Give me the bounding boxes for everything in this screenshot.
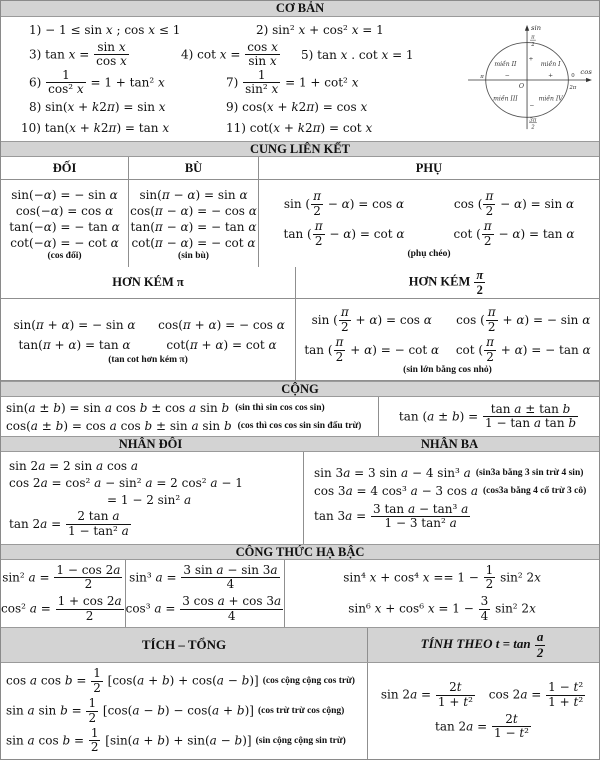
section-cung-lien-ket (1, 157, 599, 267)
3pi-over-2-numerator: 3π (529, 117, 537, 124)
tich-header-row (1, 627, 599, 663)
formula-phu-sin: sin ( $\frac{\pi}{2}$ − α) = cos α (283, 189, 405, 218)
formula-5: 5) tan x . cot x = 1 (301, 47, 414, 62)
formula-tan-3a: tan 3a = $\frac{\text{3 tan a − tan³ a}}{\text{1 − 3 tan² a}}$ (314, 501, 469, 530)
hon-kem-pi-title: HƠN KÉM π (112, 275, 184, 289)
formula-3: 3) tan x = $\frac{\text{sin x}}{\text{cos x}}$ (29, 39, 127, 69)
hon-kem-pi-2-block (296, 267, 599, 380)
note-cos-a-cos-b: (cos cộng cộng cos trừ) (262, 676, 355, 687)
tich-tong-body (1, 663, 368, 759)
tich-line-coscos (6, 667, 367, 695)
basic-row-5 (1, 117, 459, 138)
note-phu: (phụ chéo) (407, 248, 451, 259)
pi-over-2-numerator: π (531, 34, 535, 41)
note-cos-3a: (cos3a bằng 4 cổ trừ 3 cô) (482, 486, 587, 496)
quadrant-3-label: miền III (493, 95, 518, 103)
basic-row-2 (1, 41, 459, 69)
section-header-co-ban: CƠ BẢN (1, 1, 599, 17)
column-body-doi (1, 180, 128, 267)
section-header-tinh-theo: TÍNH THEO t = tan $\frac{a}{2}$ (420, 628, 544, 660)
note-hon-kem-pi-2: (sin lớn bằng cos nhỏ) (403, 364, 492, 375)
section-ha-bac (1, 560, 599, 627)
column-bu (129, 157, 259, 267)
formula-sin6-cos6: sin⁶ x + cos⁶ x = 1 − $\frac{3}{4}$ sin² 2x (348, 594, 536, 623)
formula-4: 4) cot x = $\frac{\text{cos x}}{\text{sin x}}$ (181, 39, 278, 69)
tich-line-sinsin (6, 697, 367, 725)
section-hon-kem (1, 267, 599, 381)
basic-row-4 (1, 97, 459, 118)
formula-2: 2) sin² x + cos² x = 1 (256, 23, 384, 38)
tinh-theo-body (368, 663, 599, 759)
section-header-cong: CỘNG (1, 381, 599, 397)
sign-left: − (504, 73, 510, 80)
section-co-ban (1, 17, 599, 141)
formula-10: 10) tan(x + k2π) = tan x (21, 120, 170, 135)
origin-label: O (518, 81, 525, 90)
formula-6: 6) $\frac{1}{\text{cos² x}}$ = 1 + tan² x (29, 67, 165, 97)
nhan-ba-line-cos (314, 482, 599, 500)
formula-sin-squared: sin² a = $\frac{1 - \cos 2a}{2}$ (2, 562, 121, 592)
section-header-ha-bac: CÔNG THỨC HẠ BẬC (1, 544, 599, 560)
formula-tan-sum: tan (a ± b) = $\frac{\text{tan a ± tan b}}{\text{1 − tan a tan b}}$ (398, 401, 577, 430)
unit-circle-diagram (460, 19, 598, 139)
section-nhan (1, 452, 599, 544)
section-cong (1, 397, 599, 436)
formula-bu-sin: sin(π − α) = sin α (139, 187, 248, 202)
formula-tan-2a: tan 2a = $\frac{\text{2 tan a}}{\text{1 − tan² a}}$ (9, 509, 129, 538)
pi-over-2-denominator: 2 (531, 42, 535, 49)
basic-row-1 (1, 20, 459, 41)
basic-identities (1, 17, 459, 141)
section-header-tich-tong: TÍCH – TỔNG (141, 637, 227, 652)
formula-bu-tan: tan(π − α) = − tan α (130, 219, 257, 234)
formula-cos-3a: cos 3a = 4 cos³ a − 3 cos a (314, 484, 478, 498)
x-axis-arrow (586, 78, 592, 82)
quadrant-2-label: miền II (494, 61, 517, 69)
2pi-label: 2π (569, 84, 577, 91)
formula-hkpi-cot: cot(π + α) = cot α (166, 337, 277, 352)
zero-label: 0 (571, 73, 575, 80)
ha-bac-col-1 (1, 560, 126, 627)
quadrant-4-label: miền IV (538, 95, 563, 103)
formula-hkpi2-cos: cos ( $\frac{\pi}{2}$ + α) = − sin α (456, 305, 591, 334)
note-bu: (sin bù) (178, 250, 209, 261)
sin-axis-label: sin (530, 23, 542, 32)
note-doi: (cos đối) (47, 250, 82, 261)
formula-hkpi2-tan: tan ( $\frac{\pi}{2}$ + α) = − cot α (304, 335, 440, 364)
formula-hkpi-cos: cos(π + α) = − cos α (158, 317, 285, 332)
formula-cos-2a: cos 2a = cos² a − sin² a = 2 cos² a − 1 (9, 475, 243, 490)
tinh-theo-row-1 (368, 681, 599, 709)
column-title-phu: PHỤ (259, 157, 599, 180)
column-body-bu (129, 180, 258, 267)
nhan-ba-line-tan (314, 500, 599, 532)
formula-doi-tan: tan(−α) = − tan α (9, 219, 120, 234)
formula-cos-a-cos-b: cos a cos b = $\frac{1}{2}$ [cos(a + b) + cos(a − b)] (6, 666, 259, 695)
formula-cos-2a-t: cos 2a = $\frac{\text{1 − t²}}{\text{1 + t²}}$ (488, 680, 584, 709)
formula-phu-cot: cot ( $\frac{\pi}{2}$ − α) = tan α (453, 219, 575, 248)
column-title-doi: ĐỐI (1, 157, 128, 180)
column-doi (1, 157, 129, 267)
quadrant-1-label: miền I (540, 61, 561, 69)
hon-kem-pi-block (1, 267, 296, 380)
note-cos-sum: (cos thì cos cos sin sin đấu trừ) (237, 420, 362, 431)
formula-sin-cubed: sin³ a = $\frac{\text{3 sin a − sin 3a}}{4}$ (129, 562, 278, 592)
formula-sin4-cos4: sin⁴ x + cos⁴ x == 1 − $\frac{1}{2}$ sin² 2x (343, 562, 541, 592)
cong-line-cos (6, 417, 378, 435)
basic-row-3 (1, 69, 459, 97)
column-body-phu (259, 180, 599, 267)
section-header-nhan-ba: NHÂN BA (420, 437, 479, 451)
hon-kem-pi-title-cell (1, 267, 295, 299)
formula-sin-3a: sin 3a = 3 sin a − 4 sin³ a (314, 466, 471, 480)
formula-cos-2a-continued: = 1 − 2 sin² a (107, 492, 192, 507)
column-phu (259, 157, 599, 267)
column-title-bu: BÙ (129, 157, 258, 180)
tich-line-sincos (6, 727, 367, 755)
section-tich-tinh (1, 663, 599, 759)
pi-label: π (480, 74, 484, 81)
formula-doi-sin: sin(−α) = − sin α (11, 187, 118, 202)
cong-line-sin (6, 399, 378, 417)
formula-tan-2a-t: tan 2a = $\frac{2t}{\text{1 − t²}}$ (435, 712, 529, 741)
note-sin-3a: (sin3a bằng 3 sin trừ 4 sin) (475, 468, 584, 478)
phu-formulas (259, 189, 599, 249)
formula-7: 7) $\frac{1}{\text{sin² x}}$ = 1 + cot² x (226, 67, 359, 97)
formula-bu-cos: cos(π − α) = − cos α (130, 203, 257, 218)
hon-kem-pi-body (1, 299, 295, 380)
section-header-tinh-theo-cell (368, 628, 599, 662)
note-sin-a-sin-b: (cos trừ trừ cos cộng) (257, 706, 345, 716)
formula-11: 11) cot(x + k2π) = cot x (226, 120, 373, 135)
section-header-tich-tong-cell (1, 628, 368, 662)
hon-kem-pi-2-body (296, 299, 599, 380)
hon-kem-pi-2-title: HƠN KÉM $\frac{\pi}{2}$ (408, 268, 484, 297)
nhan-header-row (1, 436, 599, 452)
formula-hkpi2-sin: sin ( $\frac{\pi}{2}$ + α) = cos α (311, 305, 432, 334)
cong-tan-cell (379, 397, 599, 436)
formula-cos-sum: cos(a ± b) = cos a cos b ± sin a sin b (6, 418, 232, 433)
tinh-theo-row-2 (368, 713, 599, 741)
formula-sin-sum: sin(a ± b) = sin a cos b ± cos a sin b (6, 400, 230, 415)
formula-hkpi-tan: tan(π + α) = tan α (18, 337, 131, 352)
formula-sin-2a: sin 2a = 2 sin a cos a (9, 458, 139, 473)
formula-sin-a-sin-b: sin a sin b = $\frac{1}{2}$ [cos(a − b) − cos(a + b)] (6, 696, 254, 725)
sign-right: + (548, 73, 554, 80)
formula-sin-2a-t: sin 2a = $\frac{2t}{\text{1 + t²}}$ (380, 680, 473, 709)
section-header-nhan-doi: NHÂN ĐÔI (118, 437, 183, 451)
cong-sum-formulas (1, 397, 379, 436)
formula-cos-cubed: cos³ a = $\frac{\text{3 cos a + cos 3a}}{4}$ (125, 594, 282, 623)
nhan-ba-body (304, 452, 599, 544)
ha-bac-col-2 (126, 560, 286, 627)
sign-top: + (528, 56, 534, 63)
hon-kem-pi-2-formulas (296, 305, 599, 365)
formula-1: 1) − 1 ≤ sin x ; cos x ≤ 1 (29, 23, 181, 38)
cos-axis-label: cos (580, 68, 592, 77)
formula-hkpi-sin: sin(π + α) = − sin α (13, 317, 136, 332)
formula-sin-a-cos-b: sin a cos b = $\frac{1}{2}$ [sin(a + b) + sin(a − b)] (6, 726, 252, 755)
note-hon-kem-pi: (tan cot hơn kém π) (108, 354, 188, 365)
y-axis-arrow (525, 25, 529, 31)
unit-circle-panel (459, 17, 599, 141)
section-header-cung-lien-ket: CUNG LIÊN KẾT (1, 141, 599, 157)
formula-doi-cos: cos(−α) = cos α (15, 203, 114, 218)
formula-cos-squared: cos² a = $\frac{1 + \cos 2a}{2}$ (1, 594, 122, 623)
nhan-doi-body (1, 452, 304, 544)
hon-kem-pi-2-title-cell (296, 267, 599, 299)
note-sin-a-cos-b: (sin cộng cộng sin trừ) (255, 735, 346, 746)
formula-9: 9) cos(x + k2π) = cos x (226, 99, 368, 114)
formula-doi-cot: cot(−α) = − cot α (10, 235, 119, 250)
sign-bottom: − (529, 103, 535, 110)
formula-phu-cos: cos ( $\frac{\pi}{2}$ − α) = sin α (453, 189, 575, 218)
ha-bac-col-3 (285, 560, 599, 627)
nhan-ba-line-sin (314, 464, 599, 482)
formula-hkpi2-cot: cot ( $\frac{\pi}{2}$ + α) = − tan α (455, 335, 591, 364)
3pi-over-2-denominator: 2 (531, 124, 535, 131)
hon-kem-pi-formulas (1, 315, 295, 355)
formula-8: 8) sin(x + k2π) = sin x (29, 99, 166, 114)
formula-bu-cot: cot(π − α) = − cot α (131, 235, 256, 250)
formula-phu-tan: tan ( $\frac{\pi}{2}$ − α) = cot α (283, 219, 405, 248)
note-sin-sum: (sin thì sin cos cos sin) (235, 402, 325, 413)
